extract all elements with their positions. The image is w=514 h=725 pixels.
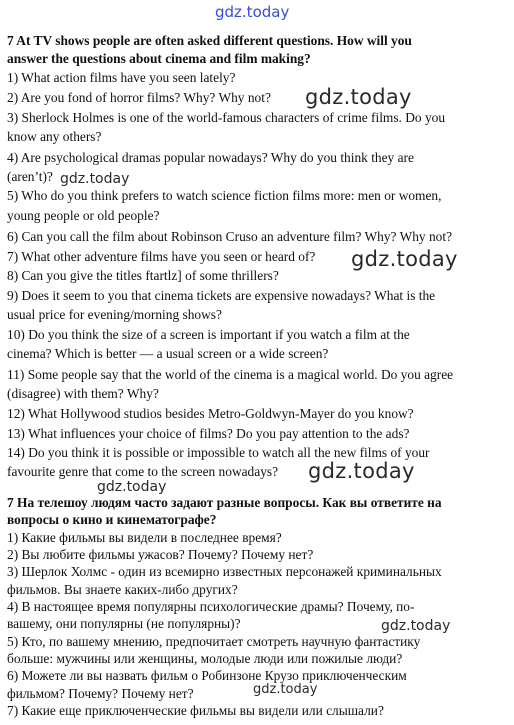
question-line-ru: 4) В настоящее время популярны психологические драмы? Почему, по- (7, 599, 415, 614)
watermark: gdz.today (97, 479, 167, 495)
question-line: (aren’t)? (7, 169, 53, 184)
question-line-ru: больше: мужчины или женщины, молодые люди или пожилые люди? (7, 651, 403, 666)
question-line: 8) Can you give the titles ftartlz] of some thrillers? (7, 268, 279, 283)
question-line-ru: вашему, они популярны (не популярны)? (7, 616, 241, 631)
heading-ru-line-1: 7 На телешоу людям часто задают разные вопросы. Как вы ответите на (7, 495, 442, 510)
question-line: know any others? (7, 129, 102, 144)
question-line: (disagree) with them? Why? (7, 386, 159, 401)
question-line: 14) Do you think it is possible or impossible to watch all the new films of your (7, 445, 430, 460)
watermark: gdz.today (381, 618, 451, 634)
question-line: 1) What action films have you seen lately? (7, 70, 236, 85)
question-line: 11) Some people say that the world of the cinema is a magical world. Do you agree (7, 367, 454, 382)
watermark: gdz.today (253, 682, 318, 697)
heading-en-line-1: 7 At TV shows people are often asked different questions. How will you (7, 33, 412, 48)
question-line-ru: 7) Какие еще приключенческие фильмы вы видели или слышали? (7, 703, 384, 718)
question-line-ru: 6) Можете ли вы назвать фильм о Робинзоне Крузо приключенческим (7, 668, 407, 683)
watermark: gdz.today (308, 459, 415, 483)
question-line: young people or old people? (7, 208, 160, 223)
question-line-ru: 3) Шерлок Холмс - один из всемирно известных персонажей криминальных (7, 564, 442, 579)
question-line: cinema? Which is better — a usual screen or a wide screen? (7, 346, 329, 361)
question-line: 3) Sherlock Holmes is one of the world-famous characters of crime films. Do you (7, 110, 446, 125)
heading-ru-line-2: вопросы о кино и кинематографе? (7, 512, 217, 527)
question-line-ru: фильмом? Почему? Почему нет? (7, 686, 194, 701)
question-line: 9) Does it seem to you that cinema tickets are expensive nowadays? What is the (7, 288, 436, 303)
question-line: 12) What Hollywood studios besides Metro-Goldwyn-Mayer do you know? (7, 406, 414, 421)
question-line-ru: фильмов. Вы знаете каких-либо других? (7, 582, 238, 597)
question-line: 2) Are you fond of horror films? Why? Why not? (7, 90, 271, 105)
watermark: gdz.today (215, 3, 290, 21)
question-line: usual price for evening/morning shows? (7, 307, 222, 322)
question-line: 4) Are psychological dramas popular nowadays? Why do you think they are (7, 150, 414, 165)
heading-en-line-2: answer the questions about cinema and film making? (7, 51, 311, 66)
question-line: 5) Who do you think prefers to watch science fiction films more: men or women, (7, 188, 442, 203)
question-line-ru: 1) Какие фильмы вы видели в последнее время? (7, 530, 282, 545)
question-line-ru: 5) Кто, по вашему мнению, предпочитает смотреть научную фантастику (7, 634, 421, 649)
question-line: 6) Can you call the film about Robinson Cruso an adventure film? Why? Why not? (7, 229, 453, 244)
watermark: gdz.today (351, 247, 458, 271)
watermark: gdz.today (305, 85, 412, 109)
question-line: 13) What influences your choice of films? Do you pay attention to the ads? (7, 426, 410, 441)
question-line-ru: 2) Вы любите фильмы ужасов? Почему? Почему нет? (7, 547, 314, 562)
question-line: 10) Do you think the size of a screen is important if you watch a film at the (7, 327, 410, 342)
watermark: gdz.today (60, 171, 130, 187)
question-line: 7) What other adventure films have you seen or heard of? (7, 249, 316, 264)
question-line: favourite genre that come to the screen nowadays? (7, 464, 279, 479)
